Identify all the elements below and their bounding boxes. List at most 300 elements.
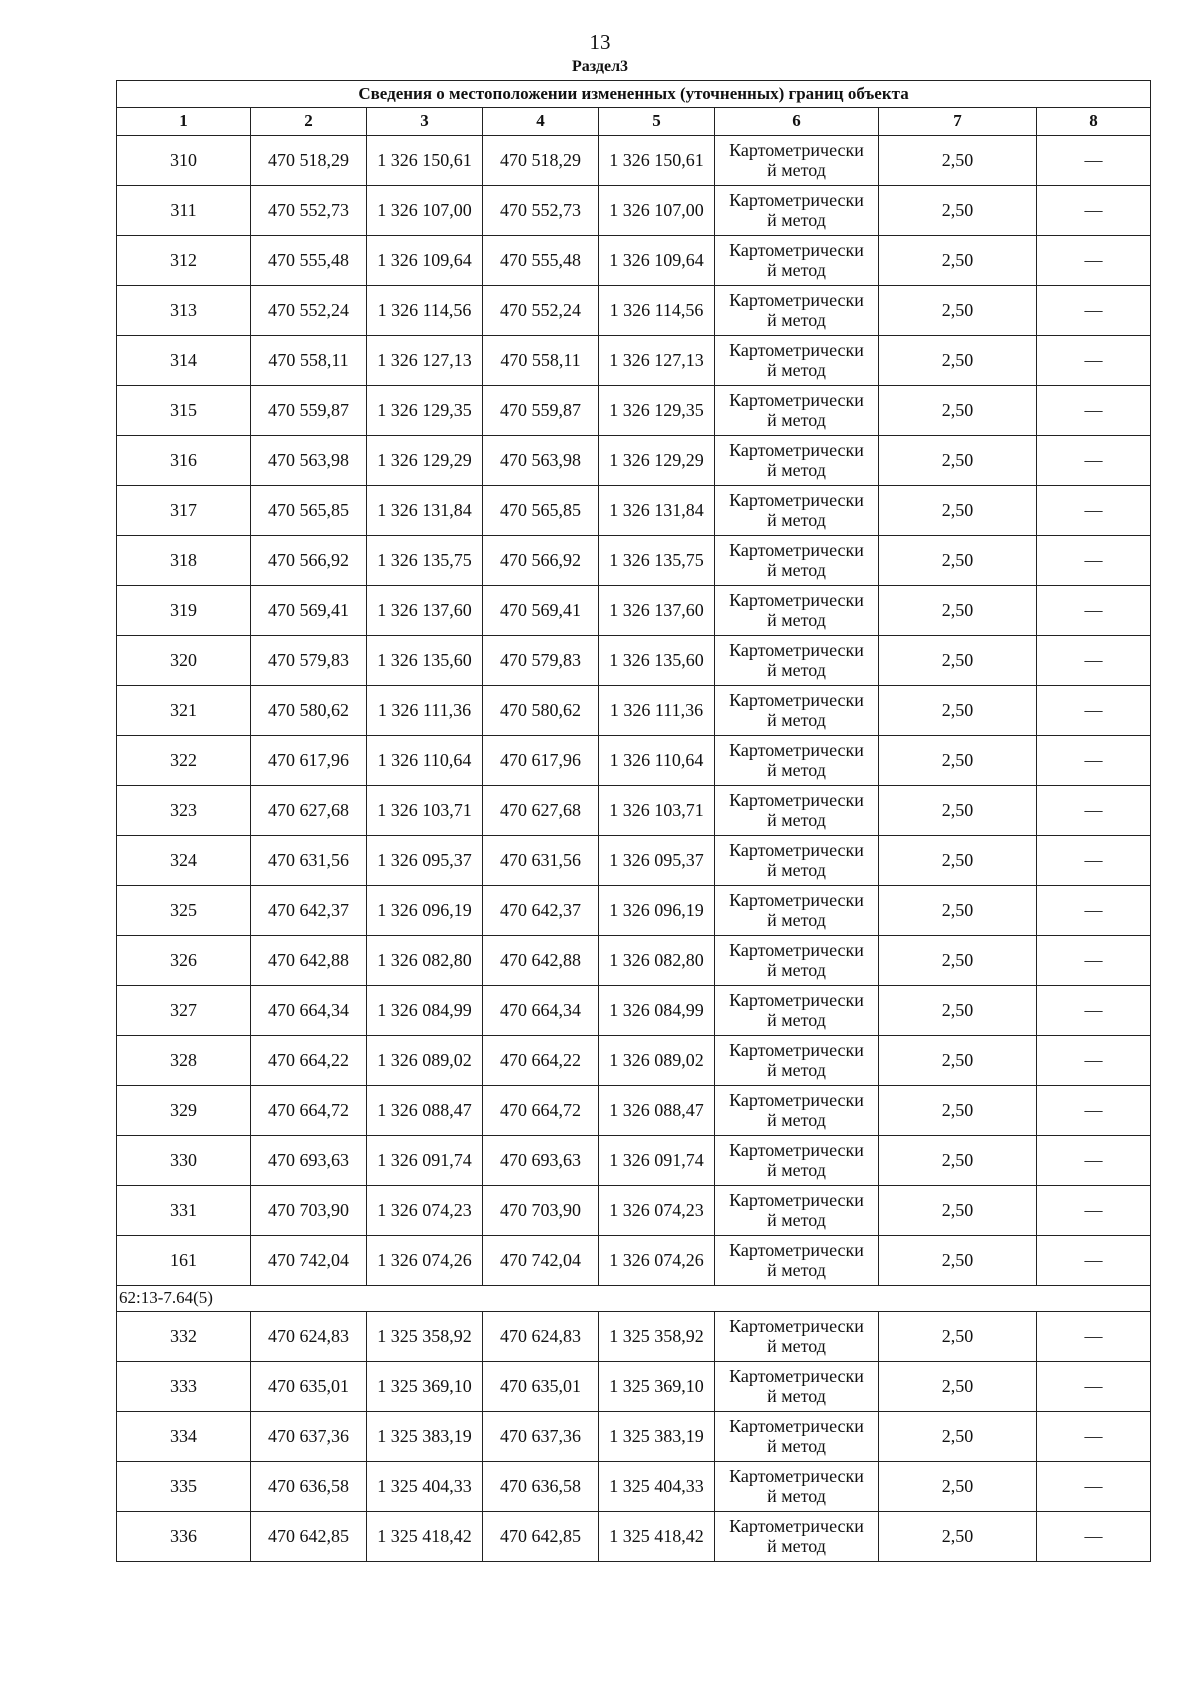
x-coordinate-existing: 470 558,11 [251, 336, 367, 386]
precision-value: 2,50 [879, 636, 1037, 686]
table-row [117, 436, 1151, 486]
point-number: 320 [117, 636, 251, 686]
precision-value: 2,50 [879, 1186, 1037, 1236]
method-line-2: й метод [767, 509, 826, 530]
point-number: 332 [117, 1312, 251, 1362]
method-line-1: Картометрически [729, 289, 864, 310]
method-line-2: й метод [767, 709, 826, 730]
point-number: 313 [117, 286, 251, 336]
table-row [117, 336, 1151, 386]
x-coordinate-existing: 470 580,62 [251, 686, 367, 736]
precision-value: 2,50 [879, 536, 1037, 586]
method-line-1: Картометрически [729, 239, 864, 260]
method-line-2: й метод [767, 1435, 826, 1456]
determination-method [715, 886, 879, 936]
y-coordinate-refined: 1 326 135,75 [599, 536, 715, 586]
y-coordinate-refined: 1 326 096,19 [599, 886, 715, 936]
y-coordinate-refined: 1 325 358,92 [599, 1312, 715, 1362]
table-title: Сведения о местоположении измененных (уточненных) границ объекта [117, 81, 1151, 108]
y-coordinate-existing: 1 326 110,64 [367, 736, 483, 786]
method-line-2: й метод [767, 1159, 826, 1180]
x-coordinate-refined: 470 636,58 [483, 1462, 599, 1512]
description-dash: — [1037, 1362, 1151, 1412]
table-row [117, 1312, 1151, 1362]
determination-method [715, 736, 879, 786]
description-dash: — [1037, 986, 1151, 1036]
method-line-1: Картометрически [729, 189, 864, 210]
determination-method [715, 336, 879, 386]
point-number: 314 [117, 336, 251, 386]
y-coordinate-refined: 1 326 131,84 [599, 486, 715, 536]
precision-value: 2,50 [879, 1036, 1037, 1086]
determination-method [715, 1036, 879, 1086]
x-coordinate-existing: 470 563,98 [251, 436, 367, 486]
table-row [117, 386, 1151, 436]
precision-value: 2,50 [879, 1312, 1037, 1362]
x-coordinate-existing: 470 566,92 [251, 536, 367, 586]
x-coordinate-refined: 470 693,63 [483, 1136, 599, 1186]
method-line-1: Картометрически [729, 389, 864, 410]
description-dash: — [1037, 1412, 1151, 1462]
column-number: 4 [483, 108, 599, 136]
method-line-1: Картометрически [729, 1139, 864, 1160]
method-line-1: Картометрически [729, 789, 864, 810]
determination-method [715, 1462, 879, 1512]
column-number: 5 [599, 108, 715, 136]
y-coordinate-existing: 1 326 135,75 [367, 536, 483, 586]
y-coordinate-existing: 1 326 109,64 [367, 236, 483, 286]
description-dash: — [1037, 1462, 1151, 1512]
precision-value: 2,50 [879, 1236, 1037, 1286]
determination-method [715, 1086, 879, 1136]
y-coordinate-existing: 1 326 114,56 [367, 286, 483, 336]
determination-method [715, 986, 879, 1036]
x-coordinate-existing: 470 635,01 [251, 1362, 367, 1412]
x-coordinate-refined: 470 624,83 [483, 1312, 599, 1362]
x-coordinate-refined: 470 518,29 [483, 136, 599, 186]
column-number: 3 [367, 108, 483, 136]
determination-method [715, 486, 879, 536]
point-number: 326 [117, 936, 251, 986]
method-line-2: й метод [767, 259, 826, 280]
precision-value: 2,50 [879, 386, 1037, 436]
y-coordinate-existing: 1 326 127,13 [367, 336, 483, 386]
method-line-2: й метод [767, 1259, 826, 1280]
method-line-1: Картометрически [729, 1315, 864, 1336]
y-coordinate-existing: 1 326 129,29 [367, 436, 483, 486]
y-coordinate-existing: 1 325 404,33 [367, 1462, 483, 1512]
method-line-2: й метод [767, 759, 826, 780]
method-line-2: й метод [767, 1109, 826, 1130]
method-line-2: й метод [767, 209, 826, 230]
description-dash: — [1037, 536, 1151, 586]
point-number: 328 [117, 1036, 251, 1086]
description-dash: — [1037, 736, 1151, 786]
method-line-2: й метод [767, 1059, 826, 1080]
point-number: 319 [117, 586, 251, 636]
determination-method [715, 1236, 879, 1286]
x-coordinate-existing: 470 579,83 [251, 636, 367, 686]
precision-value: 2,50 [879, 186, 1037, 236]
precision-value: 2,50 [879, 1362, 1037, 1412]
method-line-1: Картометрически [729, 339, 864, 360]
determination-method [715, 936, 879, 986]
x-coordinate-refined: 470 566,92 [483, 536, 599, 586]
section-title: Раздел3 [571, 58, 629, 75]
precision-value: 2,50 [879, 286, 1037, 336]
y-coordinate-refined: 1 326 129,35 [599, 386, 715, 436]
method-line-2: й метод [767, 1485, 826, 1506]
column-numbers-row [117, 108, 1151, 136]
description-dash: — [1037, 1186, 1151, 1236]
precision-value: 2,50 [879, 586, 1037, 636]
description-dash: — [1037, 1512, 1151, 1562]
x-coordinate-existing: 470 642,88 [251, 936, 367, 986]
description-dash: — [1037, 836, 1151, 886]
y-coordinate-existing: 1 326 095,37 [367, 836, 483, 886]
y-coordinate-refined: 1 326 127,13 [599, 336, 715, 386]
precision-value: 2,50 [879, 436, 1037, 486]
method-line-2: й метод [767, 159, 826, 180]
method-line-1: Картометрически [729, 839, 864, 860]
x-coordinate-existing: 470 642,85 [251, 1512, 367, 1562]
x-coordinate-existing: 470 627,68 [251, 786, 367, 836]
x-coordinate-refined: 470 631,56 [483, 836, 599, 886]
y-coordinate-existing: 1 326 089,02 [367, 1036, 483, 1086]
y-coordinate-refined: 1 325 383,19 [599, 1412, 715, 1462]
method-line-2: й метод [767, 859, 826, 880]
y-coordinate-existing: 1 326 084,99 [367, 986, 483, 1036]
description-dash: — [1037, 186, 1151, 236]
determination-method [715, 236, 879, 286]
method-line-2: й метод [767, 809, 826, 830]
y-coordinate-refined: 1 326 082,80 [599, 936, 715, 986]
x-coordinate-existing: 470 703,90 [251, 1186, 367, 1236]
x-coordinate-refined: 470 664,22 [483, 1036, 599, 1086]
x-coordinate-refined: 470 552,24 [483, 286, 599, 336]
determination-method [715, 286, 879, 336]
table-row [117, 1036, 1151, 1086]
x-coordinate-existing: 470 693,63 [251, 1136, 367, 1186]
y-coordinate-existing: 1 325 418,42 [367, 1512, 483, 1562]
table-title-row [117, 81, 1151, 108]
x-coordinate-existing: 470 552,24 [251, 286, 367, 336]
point-number: 333 [117, 1362, 251, 1412]
table-row [117, 986, 1151, 1036]
x-coordinate-refined: 470 559,87 [483, 386, 599, 436]
x-coordinate-refined: 470 642,37 [483, 886, 599, 936]
precision-value: 2,50 [879, 836, 1037, 886]
method-line-1: Картометрически [729, 139, 864, 160]
y-coordinate-refined: 1 326 084,99 [599, 986, 715, 1036]
x-coordinate-refined: 470 637,36 [483, 1412, 599, 1462]
point-number: 315 [117, 386, 251, 436]
description-dash: — [1037, 1136, 1151, 1186]
y-coordinate-refined: 1 326 074,23 [599, 1186, 715, 1236]
description-dash: — [1037, 386, 1151, 436]
determination-method [715, 686, 879, 736]
x-coordinate-existing: 470 569,41 [251, 586, 367, 636]
table-row [117, 1412, 1151, 1462]
method-line-1: Картометрически [729, 1189, 864, 1210]
y-coordinate-refined: 1 326 089,02 [599, 1036, 715, 1086]
y-coordinate-refined: 1 325 418,42 [599, 1512, 715, 1562]
method-line-2: й метод [767, 1385, 826, 1406]
y-coordinate-refined: 1 325 369,10 [599, 1362, 715, 1412]
method-line-1: Картометрически [729, 1515, 864, 1536]
determination-method [715, 186, 879, 236]
y-coordinate-refined: 1 326 150,61 [599, 136, 715, 186]
method-line-1: Картометрически [729, 739, 864, 760]
y-coordinate-refined: 1 326 135,60 [599, 636, 715, 686]
point-number: 317 [117, 486, 251, 536]
y-coordinate-existing: 1 326 074,23 [367, 1186, 483, 1236]
table-row [117, 686, 1151, 736]
x-coordinate-refined: 470 642,88 [483, 936, 599, 986]
point-number: 325 [117, 886, 251, 936]
x-coordinate-refined: 470 565,85 [483, 486, 599, 536]
description-dash: — [1037, 1036, 1151, 1086]
x-coordinate-refined: 470 569,41 [483, 586, 599, 636]
x-coordinate-refined: 470 635,01 [483, 1362, 599, 1412]
method-line-2: й метод [767, 909, 826, 930]
precision-value: 2,50 [879, 886, 1037, 936]
x-coordinate-refined: 470 552,73 [483, 186, 599, 236]
table-row [117, 236, 1151, 286]
description-dash: — [1037, 586, 1151, 636]
point-number: 324 [117, 836, 251, 886]
determination-method [715, 136, 879, 186]
column-number: 7 [879, 108, 1037, 136]
method-line-2: й метод [767, 559, 826, 580]
description-dash: — [1037, 136, 1151, 186]
description-dash: — [1037, 1312, 1151, 1362]
point-number: 331 [117, 1186, 251, 1236]
precision-value: 2,50 [879, 1512, 1037, 1562]
precision-value: 2,50 [879, 936, 1037, 986]
description-dash: — [1037, 636, 1151, 686]
table-row [117, 736, 1151, 786]
y-coordinate-existing: 1 326 091,74 [367, 1136, 483, 1186]
method-line-1: Картометрически [729, 939, 864, 960]
table-row [117, 486, 1151, 536]
y-coordinate-refined: 1 326 095,37 [599, 836, 715, 886]
precision-value: 2,50 [879, 1412, 1037, 1462]
x-coordinate-refined: 470 664,34 [483, 986, 599, 1036]
y-coordinate-existing: 1 326 088,47 [367, 1086, 483, 1136]
y-coordinate-existing: 1 326 150,61 [367, 136, 483, 186]
x-coordinate-existing: 470 637,36 [251, 1412, 367, 1462]
y-coordinate-refined: 1 326 114,56 [599, 286, 715, 336]
precision-value: 2,50 [879, 236, 1037, 286]
column-number: 8 [1037, 108, 1151, 136]
description-dash: — [1037, 1086, 1151, 1136]
x-coordinate-existing: 470 664,72 [251, 1086, 367, 1136]
method-line-1: Картометрически [729, 589, 864, 610]
table-row [117, 536, 1151, 586]
table-row [117, 786, 1151, 836]
y-coordinate-existing: 1 326 129,35 [367, 386, 483, 436]
y-coordinate-existing: 1 326 103,71 [367, 786, 483, 836]
x-coordinate-existing: 470 617,96 [251, 736, 367, 786]
method-line-1: Картометрически [729, 1089, 864, 1110]
point-number: 336 [117, 1512, 251, 1562]
point-number: 335 [117, 1462, 251, 1512]
method-line-1: Картометрически [729, 639, 864, 660]
x-coordinate-existing: 470 664,34 [251, 986, 367, 1036]
x-coordinate-refined: 470 664,72 [483, 1086, 599, 1136]
table-row [117, 636, 1151, 686]
method-line-1: Картометрически [729, 1465, 864, 1486]
determination-method [715, 786, 879, 836]
y-coordinate-refined: 1 326 103,71 [599, 786, 715, 836]
description-dash: — [1037, 436, 1151, 486]
method-line-1: Картометрически [729, 439, 864, 460]
x-coordinate-existing: 470 552,73 [251, 186, 367, 236]
method-line-2: й метод [767, 1009, 826, 1030]
method-line-2: й метод [767, 459, 826, 480]
precision-value: 2,50 [879, 1136, 1037, 1186]
y-coordinate-existing: 1 326 131,84 [367, 486, 483, 536]
method-line-2: й метод [767, 359, 826, 380]
x-coordinate-refined: 470 555,48 [483, 236, 599, 286]
column-number: 6 [715, 108, 879, 136]
page-number: 13 [589, 30, 611, 54]
precision-value: 2,50 [879, 986, 1037, 1036]
determination-method [715, 836, 879, 886]
table-row [117, 836, 1151, 886]
determination-method [715, 436, 879, 486]
x-coordinate-refined: 470 558,11 [483, 336, 599, 386]
x-coordinate-existing: 470 742,04 [251, 1236, 367, 1286]
point-number: 322 [117, 736, 251, 786]
point-number: 318 [117, 536, 251, 586]
x-coordinate-existing: 470 559,87 [251, 386, 367, 436]
table-row [117, 1462, 1151, 1512]
determination-method [715, 386, 879, 436]
description-dash: — [1037, 336, 1151, 386]
y-coordinate-existing: 1 326 137,60 [367, 586, 483, 636]
y-coordinate-existing: 1 326 135,60 [367, 636, 483, 686]
method-line-1: Картометрически [729, 489, 864, 510]
determination-method [715, 536, 879, 586]
y-coordinate-existing: 1 326 082,80 [367, 936, 483, 986]
y-coordinate-refined: 1 326 088,47 [599, 1086, 715, 1136]
x-coordinate-refined: 470 580,62 [483, 686, 599, 736]
determination-method [715, 1412, 879, 1462]
method-line-1: Картометрически [729, 539, 864, 560]
description-dash: — [1037, 686, 1151, 736]
point-number: 311 [117, 186, 251, 236]
description-dash: — [1037, 286, 1151, 336]
point-number: 321 [117, 686, 251, 736]
determination-method [715, 586, 879, 636]
method-line-1: Картометрически [729, 1415, 864, 1436]
determination-method [715, 1362, 879, 1412]
description-dash: — [1037, 1236, 1151, 1286]
method-line-2: й метод [767, 959, 826, 980]
method-line-2: й метод [767, 609, 826, 630]
precision-value: 2,50 [879, 1462, 1037, 1512]
y-coordinate-existing: 1 326 111,36 [367, 686, 483, 736]
x-coordinate-existing: 470 664,22 [251, 1036, 367, 1086]
determination-method [715, 1312, 879, 1362]
y-coordinate-refined: 1 326 091,74 [599, 1136, 715, 1186]
x-coordinate-existing: 470 555,48 [251, 236, 367, 286]
table-row [117, 1362, 1151, 1412]
point-number: 316 [117, 436, 251, 486]
y-coordinate-existing: 1 326 096,19 [367, 886, 483, 936]
table-row [117, 936, 1151, 986]
table-row [117, 136, 1151, 186]
y-coordinate-refined: 1 326 109,64 [599, 236, 715, 286]
column-number: 1 [117, 108, 251, 136]
method-line-1: Картометрически [729, 689, 864, 710]
precision-value: 2,50 [879, 136, 1037, 186]
x-coordinate-refined: 470 617,96 [483, 736, 599, 786]
y-coordinate-existing: 1 325 358,92 [367, 1312, 483, 1362]
table-row [117, 286, 1151, 336]
table-row [117, 1086, 1151, 1136]
method-line-2: й метод [767, 659, 826, 680]
y-coordinate-existing: 1 326 074,26 [367, 1236, 483, 1286]
y-coordinate-refined: 1 326 111,36 [599, 686, 715, 736]
method-line-2: й метод [767, 1209, 826, 1230]
x-coordinate-refined: 470 703,90 [483, 1186, 599, 1236]
column-number: 2 [251, 108, 367, 136]
method-line-1: Картометрически [729, 1239, 864, 1260]
point-number: 323 [117, 786, 251, 836]
method-line-1: Картометрически [729, 989, 864, 1010]
method-line-2: й метод [767, 1535, 826, 1556]
determination-method [715, 1186, 879, 1236]
point-number: 312 [117, 236, 251, 286]
x-coordinate-existing: 470 642,37 [251, 886, 367, 936]
x-coordinate-existing: 470 624,83 [251, 1312, 367, 1362]
table-row [117, 1236, 1151, 1286]
point-number: 310 [117, 136, 251, 186]
description-dash: — [1037, 786, 1151, 836]
point-number: 334 [117, 1412, 251, 1462]
point-number: 161 [117, 1236, 251, 1286]
x-coordinate-refined: 470 563,98 [483, 436, 599, 486]
precision-value: 2,50 [879, 336, 1037, 386]
determination-method [715, 1136, 879, 1186]
x-coordinate-refined: 470 579,83 [483, 636, 599, 686]
method-line-2: й метод [767, 309, 826, 330]
x-coordinate-refined: 470 742,04 [483, 1236, 599, 1286]
precision-value: 2,50 [879, 736, 1037, 786]
precision-value: 2,50 [879, 686, 1037, 736]
x-coordinate-refined: 470 627,68 [483, 786, 599, 836]
group-label: 62:13-7.64(5) [117, 1286, 1151, 1312]
table-row [117, 1136, 1151, 1186]
y-coordinate-existing: 1 325 369,10 [367, 1362, 483, 1412]
method-line-2: й метод [767, 1335, 826, 1356]
y-coordinate-refined: 1 326 107,00 [599, 186, 715, 236]
x-coordinate-existing: 470 636,58 [251, 1462, 367, 1512]
y-coordinate-refined: 1 325 404,33 [599, 1462, 715, 1512]
table-row [117, 586, 1151, 636]
method-line-1: Картометрически [729, 1039, 864, 1060]
point-number: 327 [117, 986, 251, 1036]
description-dash: — [1037, 886, 1151, 936]
coordinates-table [116, 80, 1151, 1562]
method-line-1: Картометрически [729, 889, 864, 910]
y-coordinate-existing: 1 326 107,00 [367, 186, 483, 236]
precision-value: 2,50 [879, 1086, 1037, 1136]
precision-value: 2,50 [879, 786, 1037, 836]
